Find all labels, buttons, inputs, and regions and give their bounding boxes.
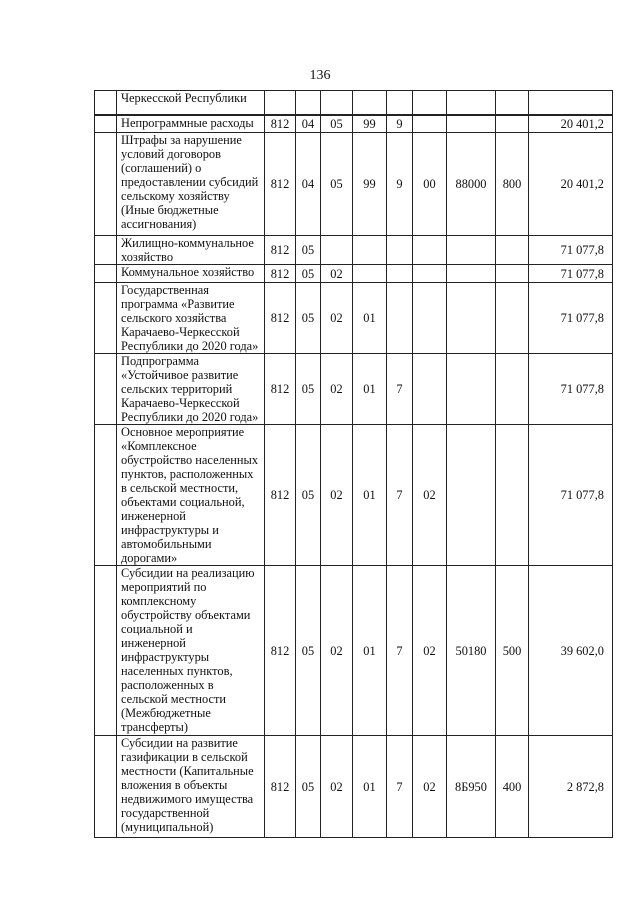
code-vr: 400 — [496, 736, 529, 838]
code-p2: 7 — [387, 354, 413, 425]
code-vr — [496, 283, 529, 354]
row-amount: 39 602,0 — [529, 566, 613, 736]
code-adm: 812 — [265, 133, 296, 236]
row-amount: 20 401,2 — [529, 115, 613, 133]
code-adm: 812 — [265, 265, 296, 283]
code-p2: 9 — [387, 115, 413, 133]
code-rz: 05 — [296, 566, 321, 736]
code-p3 — [413, 91, 447, 115]
code-vr — [496, 236, 529, 265]
code-p4 — [447, 283, 496, 354]
table-row — [95, 236, 613, 265]
code-p2 — [387, 283, 413, 354]
code-p1: 01 — [353, 736, 387, 838]
code-p3 — [413, 236, 447, 265]
code-p2: 7 — [387, 566, 413, 736]
table-row — [95, 265, 613, 283]
code-adm: 812 — [265, 425, 296, 566]
row-name: Жилищно-коммунальное хозяйство — [117, 236, 265, 265]
blank-cell — [95, 133, 117, 236]
code-p4: 50180 — [447, 566, 496, 736]
blank-cell — [95, 736, 117, 838]
row-amount — [529, 91, 613, 115]
code-pr: 02 — [321, 566, 353, 736]
table-row — [95, 354, 613, 425]
code-vr: 500 — [496, 566, 529, 736]
row-amount: 20 401,2 — [529, 133, 613, 236]
blank-cell — [95, 265, 117, 283]
code-pr: 05 — [321, 115, 353, 133]
code-p2 — [387, 91, 413, 115]
blank-cell — [95, 566, 117, 736]
code-adm — [265, 91, 296, 115]
row-name: Подпрограмма «Устойчивое развитие сельских территорий Карачаево-Черкесской Республики до 2020 года» — [117, 354, 265, 425]
code-p1 — [353, 265, 387, 283]
row-name: Основное мероприятие «Комплексное обустройство населенных пунктов, расположенных в сельской местности, объектами социальной, инженерной инфраструктуры и автомобильными дорогами» — [117, 425, 265, 566]
code-rz: 05 — [296, 354, 321, 425]
code-vr: 800 — [496, 133, 529, 236]
code-adm: 812 — [265, 115, 296, 133]
code-vr — [496, 354, 529, 425]
code-p3 — [413, 283, 447, 354]
row-name: Черкесской Республики — [117, 91, 265, 115]
code-p2: 7 — [387, 425, 413, 566]
row-amount: 2 872,8 — [529, 736, 613, 838]
row-amount: 71 077,8 — [529, 265, 613, 283]
blank-cell — [95, 354, 117, 425]
budget-table — [94, 90, 613, 838]
code-p3: 02 — [413, 425, 447, 566]
code-vr — [496, 91, 529, 115]
code-pr — [321, 236, 353, 265]
table-row — [95, 566, 613, 736]
code-pr: 02 — [321, 736, 353, 838]
code-p1: 01 — [353, 566, 387, 736]
row-name: Непрограммные расходы — [117, 115, 265, 133]
code-rz: 05 — [296, 265, 321, 283]
code-adm: 812 — [265, 354, 296, 425]
code-rz: 05 — [296, 736, 321, 838]
table-row — [95, 425, 613, 566]
row-name: Субсидии на развитие газификации в сельской местности (Капитальные вложения в объекты недвижимого имущества государственной (муниципальной) — [117, 736, 265, 838]
blank-cell — [95, 283, 117, 354]
code-vr — [496, 265, 529, 283]
row-amount: 71 077,8 — [529, 236, 613, 265]
page-number: 136 — [309, 68, 331, 83]
row-amount: 71 077,8 — [529, 425, 613, 566]
code-pr: 02 — [321, 265, 353, 283]
code-rz: 05 — [296, 236, 321, 265]
code-p1: 01 — [353, 354, 387, 425]
row-name: Субсидии на реализацию мероприятий по комплексному обустройству объектами социальной и инженерной инфраструктуры населенных пунктов, расположенных в сельской местности (Межбюджетные трансферты) — [117, 566, 265, 736]
table-row — [95, 133, 613, 236]
code-rz: 04 — [296, 133, 321, 236]
code-rz — [296, 91, 321, 115]
table-row — [95, 91, 613, 115]
code-p1 — [353, 236, 387, 265]
table-row — [95, 115, 613, 133]
code-pr — [321, 91, 353, 115]
code-rz: 05 — [296, 425, 321, 566]
code-p2 — [387, 265, 413, 283]
code-pr: 02 — [321, 354, 353, 425]
row-name: Государственная программа «Развитие сельского хозяйства Карачаево-Черкесской Республики до 2020 года» — [117, 283, 265, 354]
code-p4: 8Б950 — [447, 736, 496, 838]
blank-cell — [95, 236, 117, 265]
code-adm: 812 — [265, 236, 296, 265]
blank-cell — [95, 425, 117, 566]
code-p3 — [413, 115, 447, 133]
code-p2: 9 — [387, 133, 413, 236]
code-p4: 88000 — [447, 133, 496, 236]
row-amount: 71 077,8 — [529, 283, 613, 354]
code-pr: 02 — [321, 425, 353, 566]
code-pr: 05 — [321, 133, 353, 236]
row-name: Штрафы за нарушение условий договоров (соглашений) о предоставлении субсидий сельскому хозяйству (Иные бюджетные ассигнования) — [117, 133, 265, 236]
code-p1: 01 — [353, 283, 387, 354]
code-pr: 02 — [321, 283, 353, 354]
code-p4 — [447, 91, 496, 115]
code-p4 — [447, 354, 496, 425]
code-p3: 02 — [413, 566, 447, 736]
code-adm: 812 — [265, 566, 296, 736]
code-p3: 00 — [413, 133, 447, 236]
code-adm: 812 — [265, 736, 296, 838]
code-p3 — [413, 354, 447, 425]
blank-cell — [95, 115, 117, 133]
code-vr — [496, 115, 529, 133]
row-name: Коммунальное хозяйство — [117, 265, 265, 283]
code-vr — [496, 425, 529, 566]
code-p4 — [447, 425, 496, 566]
code-p1: 01 — [353, 425, 387, 566]
code-p2: 7 — [387, 736, 413, 838]
table-row — [95, 283, 613, 354]
blank-cell — [95, 91, 117, 115]
row-amount: 71 077,8 — [529, 354, 613, 425]
code-p4 — [447, 236, 496, 265]
code-p3 — [413, 265, 447, 283]
code-adm: 812 — [265, 283, 296, 354]
code-p2 — [387, 236, 413, 265]
code-p1: 99 — [353, 115, 387, 133]
code-p4 — [447, 115, 496, 133]
code-p1: 99 — [353, 133, 387, 236]
code-p3: 02 — [413, 736, 447, 838]
code-rz: 05 — [296, 283, 321, 354]
code-p1 — [353, 91, 387, 115]
table-row — [95, 736, 613, 838]
code-rz: 04 — [296, 115, 321, 133]
code-p4 — [447, 265, 496, 283]
